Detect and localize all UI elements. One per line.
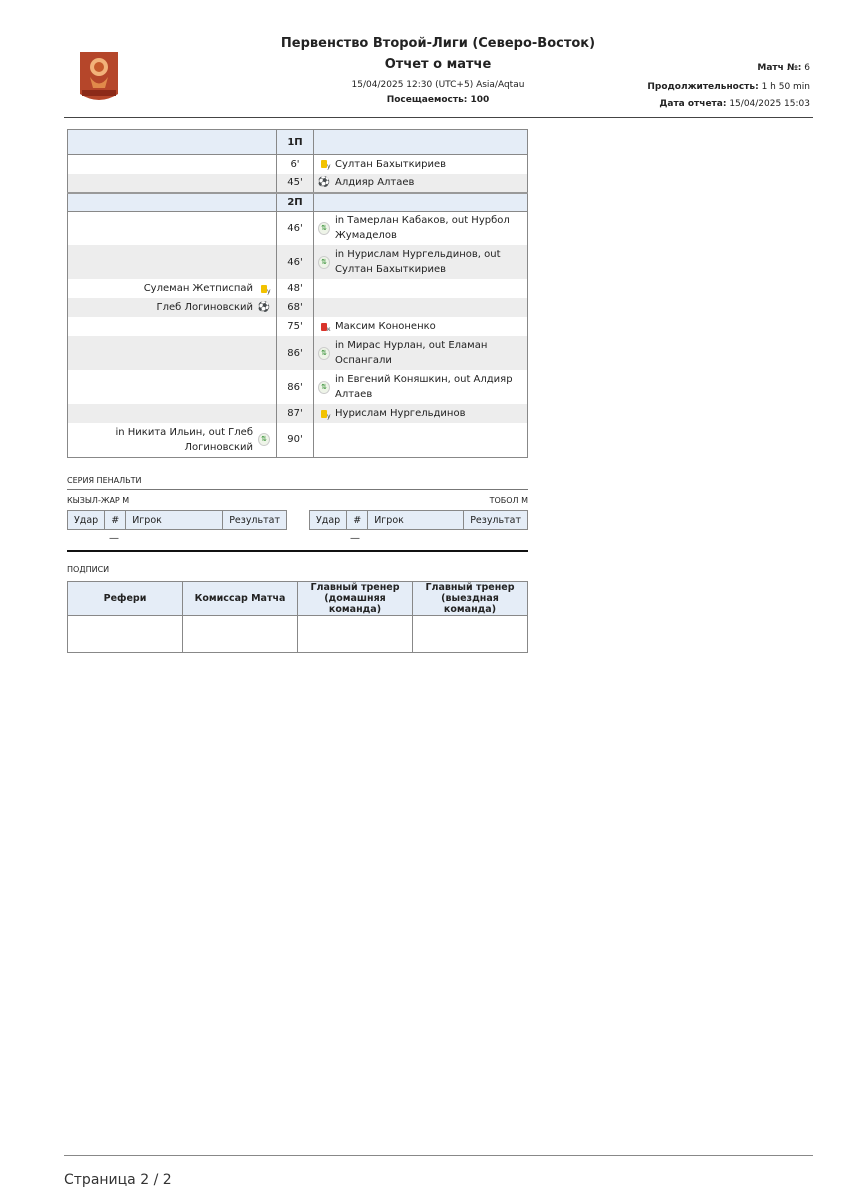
away-team-name: ТОБОЛ М xyxy=(489,496,528,505)
sig-box-away-coach xyxy=(413,616,528,653)
report-date: Дата отчета: 15/04/2025 15:03 xyxy=(659,99,810,109)
event-row xyxy=(68,336,528,370)
event-row xyxy=(68,279,528,298)
sig-commissioner: Комиссар Матча xyxy=(183,582,298,616)
red-card-icon xyxy=(318,321,330,333)
col-result: Результат xyxy=(464,511,528,530)
events-table xyxy=(67,129,528,458)
yellow-card-icon xyxy=(258,283,270,295)
away-event-text: in Тамерлан Кабаков, out Нурбол Жумаделов xyxy=(335,215,510,242)
event-row xyxy=(68,317,528,336)
home-team-name: КЫЗЫЛ-ЖАР М xyxy=(67,496,130,505)
col-player: Игрок xyxy=(126,511,223,530)
penalties-divider xyxy=(67,489,528,490)
sig-home-coach: Главный тренер (домашняя команда) xyxy=(298,582,413,616)
home-event-text: in Никита Ильин, out Глеб Логиновский xyxy=(115,426,253,453)
away-event-text: Султан Бахыткириев xyxy=(335,158,447,170)
substitution-icon: ⇅ xyxy=(318,256,330,268)
yellow-card-icon xyxy=(318,158,330,170)
sig-referee: Рефери xyxy=(68,582,183,616)
penalties-section-label: СЕРИЯ ПЕНАЛЬТИ xyxy=(67,476,142,485)
event-row xyxy=(68,174,528,193)
event-row xyxy=(68,423,528,457)
half-label: 1П xyxy=(277,130,314,155)
sig-box-home-coach xyxy=(298,616,413,653)
away-penalties-empty: — xyxy=(350,533,360,544)
col-shot: Удар xyxy=(310,511,347,530)
sig-away-coach: Главный тренер (выездная команда) xyxy=(413,582,528,616)
event-minute: 86' xyxy=(277,370,314,404)
col-result: Результат xyxy=(223,511,287,530)
substitution-icon: ⇅ xyxy=(318,347,330,359)
sig-box-referee xyxy=(68,616,183,653)
penalties-bottom-rule xyxy=(67,550,528,552)
home-event-text: Глеб Логиновский xyxy=(156,302,253,313)
away-event-text: in Мирас Нурлан, out Еламан Оспангали xyxy=(335,340,488,366)
event-row xyxy=(68,211,528,245)
away-event-text: in Евгений Коняшкин, out Алдияр Алтаев xyxy=(335,374,513,400)
substitution-icon: ⇅ xyxy=(318,381,330,393)
away-event-text: Максим Кононенко xyxy=(335,321,436,332)
home-penalties-table xyxy=(67,510,287,530)
event-row xyxy=(68,298,528,317)
half-header-row xyxy=(68,193,528,212)
match-number: Матч №: 6 xyxy=(757,63,810,73)
col-player: Игрок xyxy=(368,511,464,530)
col-shot: Удар xyxy=(68,511,105,530)
event-minute: 48' xyxy=(277,279,314,298)
away-event-text: Алдияр Алтаев xyxy=(335,177,415,188)
report-subtitle: Отчет о матче xyxy=(384,57,492,72)
footer-divider xyxy=(64,1155,813,1156)
event-row xyxy=(68,370,528,404)
event-minute: 46' xyxy=(277,211,314,245)
sig-box-commissioner xyxy=(183,616,298,653)
col-number: # xyxy=(105,511,126,530)
home-penalties-empty: — xyxy=(109,533,119,544)
half-header-row xyxy=(68,130,528,155)
away-event-text: Нурислам Нургельдинов xyxy=(335,408,466,419)
half-label: 2П xyxy=(277,193,314,212)
match-datetime: 15/04/2025 12:30 (UTC+5) Asia/Aqtau xyxy=(351,80,525,90)
event-minute: 87' xyxy=(277,404,314,423)
attendance: Посещаемость: 100 xyxy=(386,95,490,105)
page-title: Первенство Второй-Лиги (Северо-Восток) xyxy=(280,36,596,51)
event-minute: 46' xyxy=(277,245,314,279)
substitution-icon: ⇅ xyxy=(258,434,270,446)
substitution-icon: ⇅ xyxy=(318,222,330,234)
away-penalties-table xyxy=(309,510,528,530)
header-divider xyxy=(64,117,813,118)
goal-ball-icon: ⚽ xyxy=(257,301,271,313)
match-duration: Продолжительность: 1 h 50 min xyxy=(647,82,810,92)
col-number: # xyxy=(347,511,368,530)
yellow-card-icon xyxy=(318,408,330,420)
federation-logo xyxy=(76,50,122,106)
page-number: Страница 2 / 2 xyxy=(64,1172,172,1188)
home-event-text: Сулеман Жетписпай xyxy=(143,283,253,294)
event-row xyxy=(68,155,528,174)
signatures-table xyxy=(67,581,528,653)
event-minute: 45' xyxy=(277,174,314,193)
goal-ball-icon: ⚽ xyxy=(317,176,331,188)
event-minute: 68' xyxy=(277,298,314,317)
event-row xyxy=(68,404,528,423)
event-minute: 6' xyxy=(277,155,314,174)
event-minute: 90' xyxy=(277,423,314,457)
event-row xyxy=(68,245,528,279)
away-event-text: in Нурислам Нургельдинов, out Султан Бахыткириев xyxy=(335,249,501,275)
event-minute: 75' xyxy=(277,317,314,336)
signatures-section-label: ПОДПИСИ xyxy=(67,565,110,574)
event-minute: 86' xyxy=(277,336,314,370)
